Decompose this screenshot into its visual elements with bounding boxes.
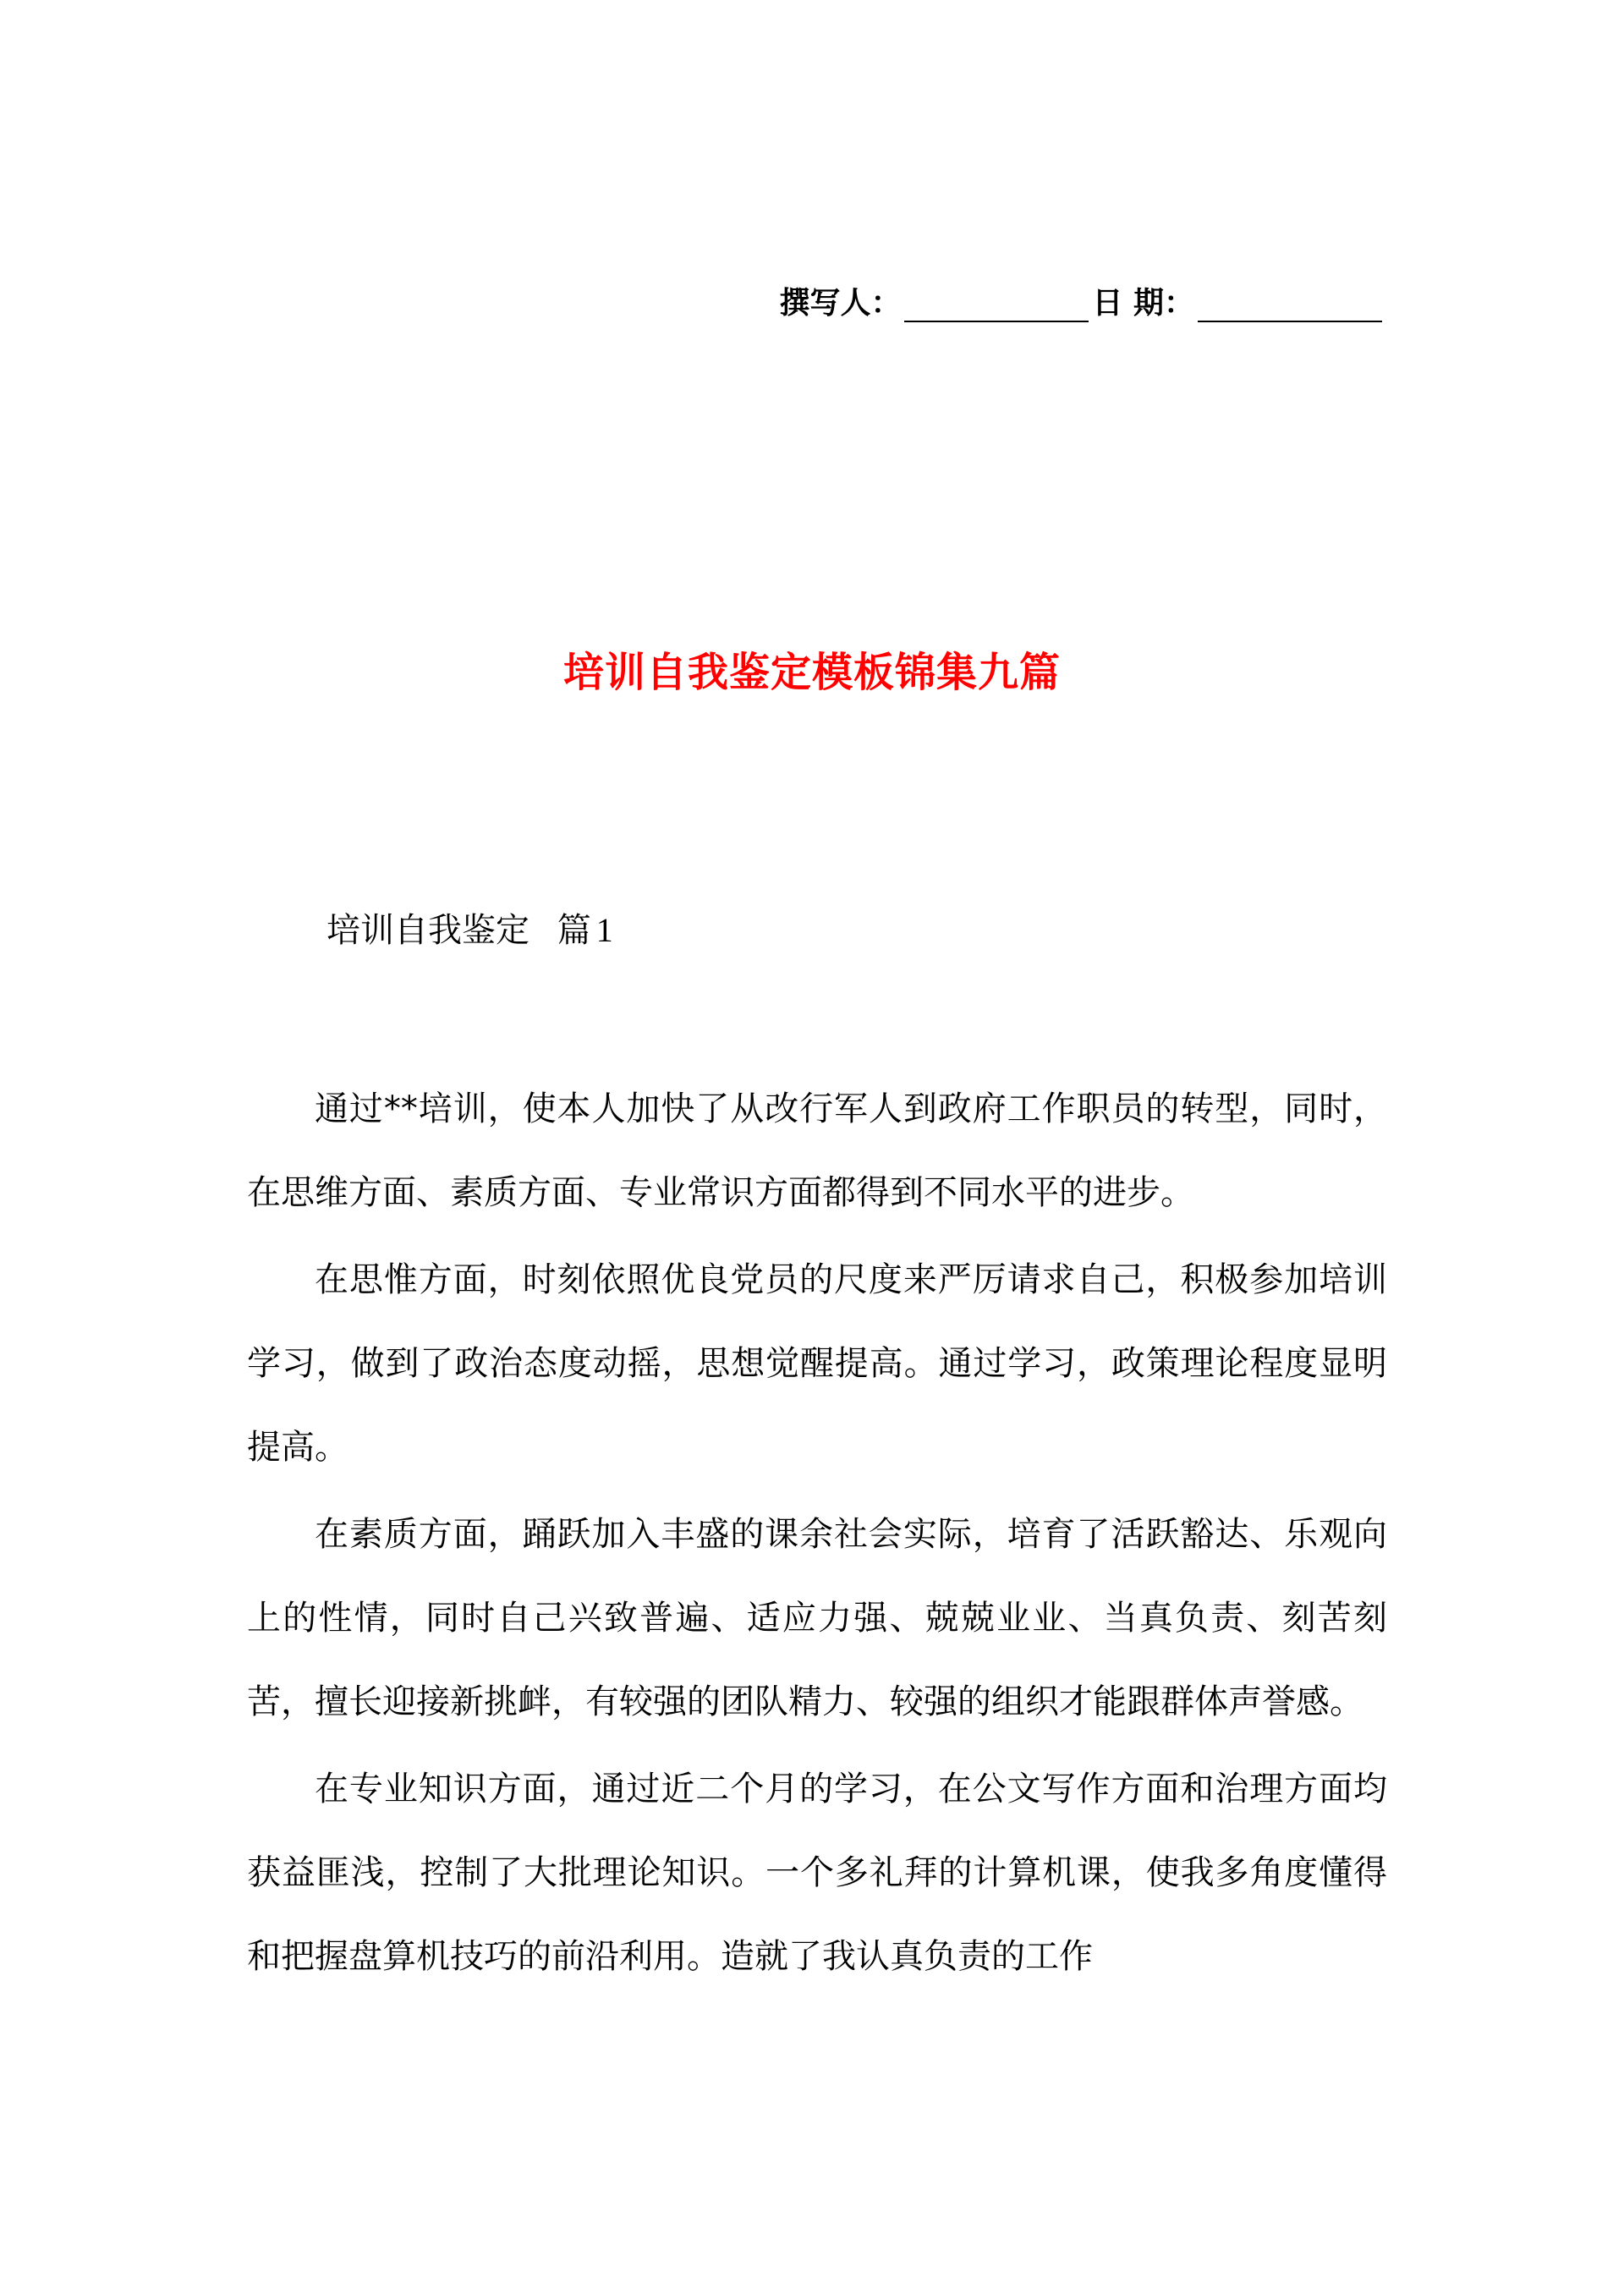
- document-title: 培训自我鉴定模板锦集九篇: [562, 649, 1061, 696]
- body-text: [247, 1067, 1387, 2002]
- paragraph: 在思惟方面，时刻依照优良党员的尺度来严厉请求自己，积极参加培训学习，做到了政治态度动摇，思想觉醒提高。通过学习，政策理论程度显明提高。: [247, 1260, 1387, 1467]
- author-blank: [904, 288, 1089, 322]
- paragraph: 在专业知识方面，通过近二个月的学习，在公文写作方面和治理方面均获益匪浅，控制了大批理论知识。一个多礼拜的计算机课，使我多角度懂得和把握盘算机技巧的前沿利用。造就了我认真负责的工作: [247, 1770, 1387, 1976]
- section-heading-text: 培训自我鉴定: [326, 911, 529, 950]
- section-heading: [326, 903, 613, 952]
- section-heading-number: 1: [595, 911, 613, 949]
- author-date-line: [779, 279, 1385, 322]
- date-blank: [1198, 288, 1382, 322]
- paragraph: 通过**培训，使本人加快了从改行军人到政府工作职员的转型，同时，在思维方面、素质方面、专业常识方面都得到不同水平的进步。: [247, 1089, 1387, 1212]
- paragraph: 在素质方面，踊跃加入丰盛的课余社会实际，培育了活跃豁达、乐观向上的性情，同时自己兴致普遍、适应力强、兢兢业业、当真负责、刻苦刻苦，擅长迎接新挑衅，有较强的团队精力、较强的组织才能跟群体声誉感。: [247, 1515, 1387, 1721]
- section-heading-piece: 篇: [557, 911, 591, 950]
- date-label: 日 期：: [1092, 286, 1194, 321]
- author-label: 撰写人：: [779, 286, 902, 321]
